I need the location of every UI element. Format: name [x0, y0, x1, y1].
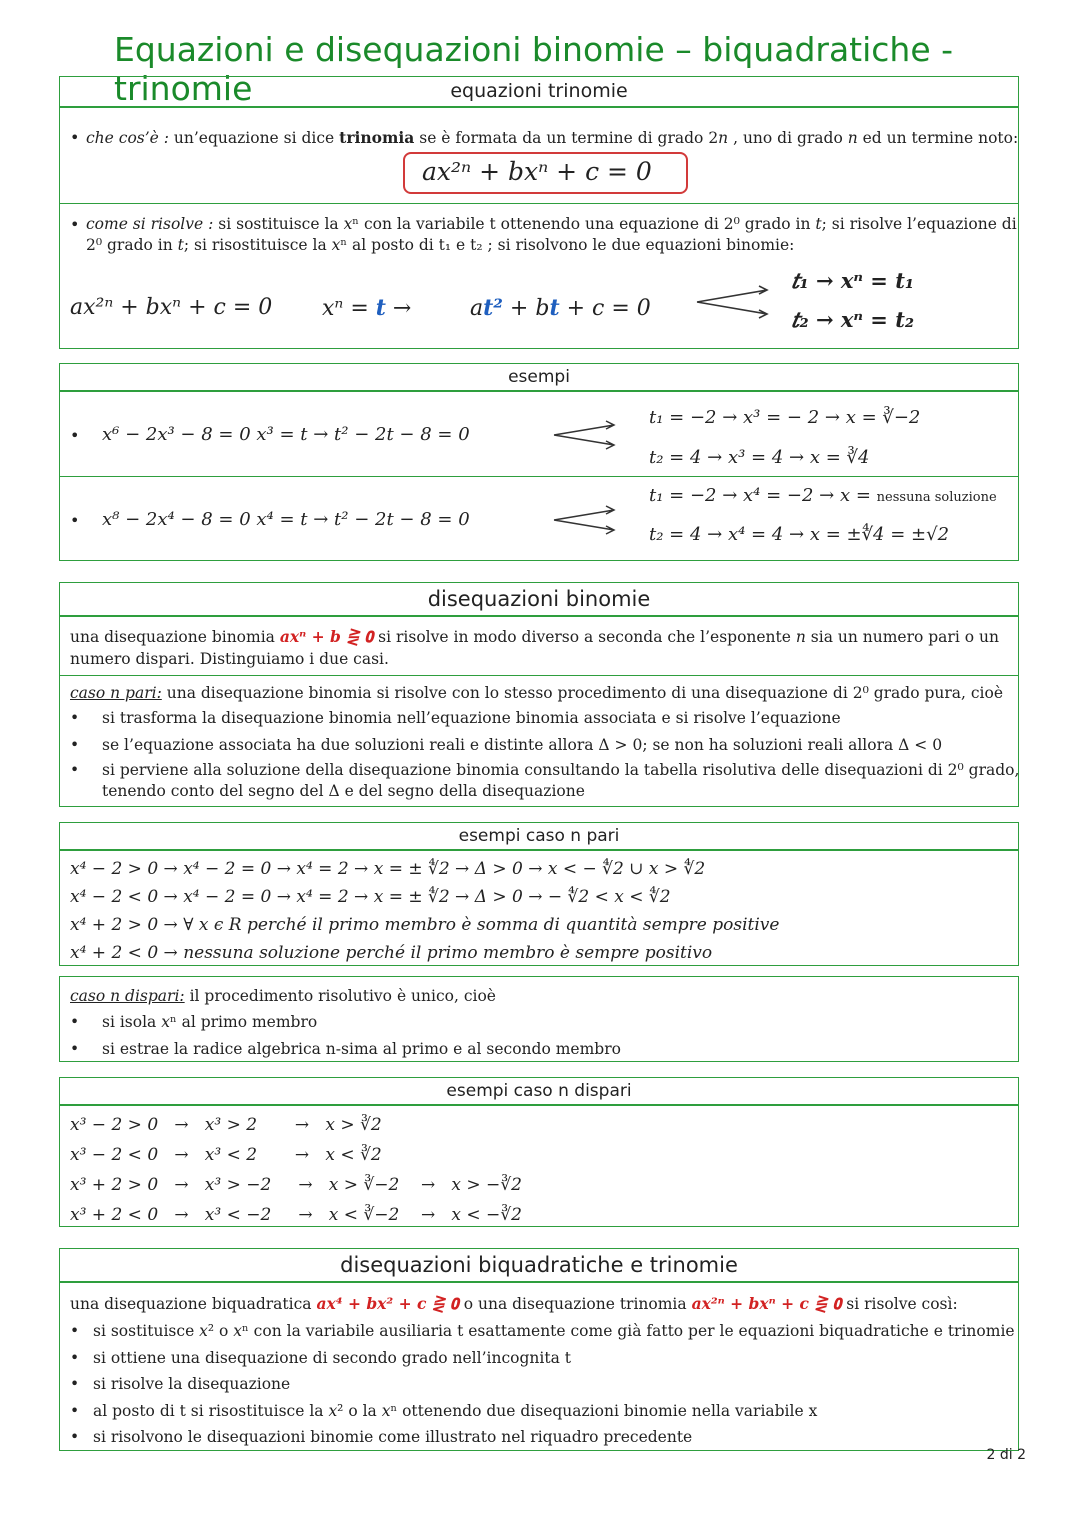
binomie-header: disequazioni binomie: [60, 583, 1018, 617]
trinomie-box: [59, 76, 1019, 349]
how-text-1: si sostituisce la 𝑥ⁿ con la variabile t ottenendo una equazione di 2⁰ grado in 𝑡; si risolve l’equazione di: [213, 215, 1017, 233]
esempio-1: • 𝑥⁶ − 2𝑥³ − 8 = 0 𝑥³ = 𝑡 → 𝑡² − 2𝑡 − 8 = 0 𝑡₁ = −2 → 𝑥³ = − 2 → 𝑥 = ∛−2 𝑡₂ = 4 → 𝑥³ = 4 → 𝑥 = ∛4: [60, 392, 1018, 477]
esempio-2-equation: 𝑥⁸ − 2𝑥⁴ − 8 = 0 𝑥⁴ = 𝑡 → 𝑡² − 2𝑡 − 8 = 0: [102, 509, 470, 530]
scheme-t-equation: 𝑎𝒕² + 𝑏𝒕 + 𝑐 = 0: [470, 295, 651, 321]
caso-pari: caso n pari: una disequazione binomia si risolve con lo stesso procedimento di una disequazione di 2⁰ grado pura, cioè • si trasforma la disequazione binomia nell’equazione binomia associata e si risolve l’equazione • se l’equazione associata ha due soluzioni reali e distinte allora Δ > 0; se non ha soluzioni reali allora Δ < 0 • si perviene alla soluzione della disequazione binomia consultando la tabella risolutiva delle disequazioni di 2⁰ grado, tenendo conto del segno del Δ e del segno della disequazione: [60, 676, 1018, 808]
biquadratiche-box: [59, 1248, 1019, 1451]
biquadratiche-item: • si risolve la disequazione: [60, 1371, 1018, 1398]
binomie-box: [59, 582, 1019, 807]
biquadratiche-header: disequazioni biquadratiche e trinomie: [60, 1249, 1018, 1283]
scheme-result-1: 𝑡₁ → 𝒙ⁿ = 𝒕₁: [791, 268, 915, 293]
pari-item: • si trasforma la disequazione binomia nell’equazione binomia associata e si risolve l’equazione: [60, 705, 1018, 732]
esempio-dispari-row: 𝑥³ + 2 < 0 → 𝑥³ < −2 → 𝑥 < ∛−2 → 𝑥 < −∛2: [70, 1205, 522, 1225]
esempi-dispari-rows: [60, 1106, 1018, 1230]
esempi-dispari-header: esempi caso n dispari: [60, 1078, 1018, 1106]
page-number: 2 di 2: [986, 1447, 1026, 1463]
pari-item: • se l’equazione associata ha due soluzioni reali e distinte allora Δ > 0; se non ha soluzioni reali allora Δ < 0: [60, 732, 1018, 759]
biquadratiche-item: • al posto di t si risostituisce la 𝑥² o la 𝑥ⁿ ottenendo due disequazioni binomie nella variabile x: [60, 1398, 1018, 1425]
esempi-header: esempi: [60, 364, 1018, 392]
branch-arrow-icon: [552, 503, 622, 537]
scheme-result-2: 𝑡₂ → 𝒙ⁿ = 𝒕₂: [791, 307, 915, 332]
how-text-2: 2⁰ grado in 𝑡; si risostituisce la 𝑥ⁿ al posto di t₁ e t₂ ; si risolvono le due equazioni binomie:: [86, 236, 795, 254]
scheme-equation: 𝑎𝑥²ⁿ + 𝑏𝑥ⁿ + 𝑐 = 0: [70, 295, 273, 320]
what-bold: trinomia: [339, 128, 415, 147]
dispari-box: caso n dispari: il procedimento risolutivo è unico, cioè • si isola 𝑥ⁿ al primo membro • si estrae la radice algebrica n-sima al primo e al secondo membro: [59, 976, 1019, 1062]
esempio-pari-row: 𝑥⁴ − 2 > 0 → 𝑥⁴ − 2 = 0 → 𝑥⁴ = 2 → 𝑥 = ± ∜2 → Δ > 0 → 𝑥 < − ∜2 ∪ 𝑥 > ∜2: [70, 859, 706, 879]
esempi-pari-box: [59, 822, 1019, 966]
branch-arrow-icon: [552, 418, 622, 452]
dispari-item: • si estrae la radice algebrica n-sima al primo e al secondo membro: [60, 1036, 1018, 1063]
esempio-1-equation: 𝑥⁶ − 2𝑥³ − 8 = 0 𝑥³ = 𝑡 → 𝑡² − 2𝑡 − 8 = 0: [102, 424, 470, 445]
how-label: come si risolve :: [86, 215, 214, 233]
what-label: che cos’è :: [86, 129, 169, 147]
esempio-2-result-1: 𝑡₁ = −2 → 𝑥⁴ = −2 → 𝑥 = nessuna soluzione: [649, 485, 997, 506]
esempi-dispari-box: [59, 1077, 1019, 1227]
caso-pari-label: caso n pari:: [70, 684, 162, 702]
esempio-pari-row: 𝑥⁴ + 2 < 0 → nessuna soluzione perché il primo membro è sempre positivo: [70, 943, 713, 963]
pari-item-continuation: tenendo conto del segno del Δ e del segno della disequazione: [102, 782, 585, 800]
biquadratiche-item: • si ottiene una disequazione di secondo grado nell’incognita t: [60, 1345, 1018, 1372]
esempio-dispari-row: 𝑥³ + 2 > 0 → 𝑥³ > −2 → 𝑥 > ∛−2 → 𝑥 > −∛2: [70, 1175, 522, 1195]
esempio-2: • 𝑥⁸ − 2𝑥⁴ − 8 = 0 𝑥⁴ = 𝑡 → 𝑡² − 2𝑡 − 8 = 0 𝑡₁ = −2 → 𝑥⁴ = −2 → 𝑥 = nessuna soluzione 𝑡₂ = 4 → 𝑥⁴ = 4 → 𝑥 = ±∜4 = ±√2: [70, 485, 997, 545]
caso-dispari-label: caso n dispari:: [70, 987, 185, 1005]
pari-item: • si perviene alla soluzione della disequazione binomia consultando la tabella risolutiva delle disequazioni di 2⁰ grado,: [60, 758, 1018, 782]
esempio-2-result-2: 𝑡₂ = 4 → 𝑥⁴ = 4 → 𝑥 = ±∜4 = ±√2: [649, 524, 950, 545]
what-text-2: se è formata da un termine di grado 2𝑛 , uno di grado 𝑛 ed un termine noto:: [414, 129, 1019, 147]
esempio-dispari-row: 𝑥³ − 2 > 0 → 𝑥³ > 2 → 𝑥 > ∛2: [70, 1115, 382, 1135]
esempi-pari-rows: [60, 851, 1018, 967]
page-title: Equazioni e disequazioni binomie – biquadratiche - trinomie: [114, 30, 954, 108]
biquadratiche-intro: una disequazione biquadratica 𝒂𝒙⁴ + 𝒃𝒙² + 𝒄 ⋛ 𝟎 o una disequazione trinomia 𝒂𝒙²ⁿ + 𝒃𝒙ⁿ + 𝒄 ⋛ 𝟎 si risolve così:: [70, 1294, 958, 1313]
esempi-box: [59, 363, 1019, 561]
esempio-pari-row: 𝑥⁴ − 2 < 0 → 𝑥⁴ − 2 = 0 → 𝑥⁴ = 2 → 𝑥 = ± ∜2 → Δ > 0 → − ∜2 < 𝑥 < ∜2: [70, 887, 671, 907]
trinomie-formula: 𝑎𝑥²ⁿ + 𝑏𝑥ⁿ + 𝑐 = 0: [422, 157, 652, 186]
biquadratiche-item: • si sostituisce 𝑥² o 𝑥ⁿ con la variabile ausiliaria t esattamente come già fatto per le equazioni biquadratiche e trinomie: [60, 1318, 1018, 1345]
esempi-pari-header: esempi caso n pari: [60, 823, 1018, 851]
dispari-item: • si isola 𝑥ⁿ al primo membro: [60, 1009, 1018, 1036]
trinomie-method: • come si risolve : si sostituisce la 𝑥ⁿ con la variabile t ottenendo una equazione di 2⁰ grado in 𝑡; si risolve l’equazione di 2⁰ grado in 𝑡; si risostituisce la 𝑥ⁿ al posto di t₁ e t₂ ; si risolvono le due equazioni binomie: 𝑎𝑥²ⁿ + 𝑏𝑥ⁿ + 𝑐 = 0 𝑥ⁿ = 𝒕 → 𝑎𝒕² + 𝑏𝒕 + 𝑐 = 0 𝑡₁ → 𝒙ⁿ = 𝒕₁ 𝑡₂ → 𝒙ⁿ = 𝒕₂: [70, 215, 1017, 332]
binomie-intro: una disequazione binomia 𝒂𝒙ⁿ + 𝒃 ⋛ 𝟎 si risolve in modo diverso a seconda che l’esponente 𝑛 sia un numero pari o un numero dispari. Distinguiamo i due casi.: [60, 617, 1018, 676]
trinomie-definition: • che cos’è : un’equazione si dice trinomia se è formata da un termine di grado 2𝑛 , uno di grado 𝑛 ed un termine noto: 𝑎𝑥²ⁿ + 𝑏𝑥ⁿ + 𝑐 = 0: [60, 108, 1018, 204]
esempio-dispari-row: 𝑥³ − 2 < 0 → 𝑥³ < 2 → 𝑥 < ∛2: [70, 1145, 382, 1165]
esempio-1-result-2: 𝑡₂ = 4 → 𝑥³ = 4 → 𝑥 = ∛4: [649, 447, 870, 468]
branch-arrow-icon: [695, 282, 775, 322]
trinomie-header: equazioni trinomie: [60, 77, 1018, 108]
scheme-substitution: 𝑥ⁿ = 𝒕 →: [322, 295, 412, 321]
esempio-1-result-1: 𝑡₁ = −2 → 𝑥³ = − 2 → 𝑥 = ∛−2: [649, 407, 921, 428]
biquadratiche-item: • si risolvono le disequazioni binomie come illustrato nel riquadro precedente: [60, 1424, 1018, 1451]
esempio-pari-row: 𝑥⁴ + 2 > 0 → ∀ 𝑥 ϵ 𝑅 perché il primo membro è somma di quantità sempre positive: [70, 915, 780, 935]
what-text-1: un’equazione si dice: [168, 129, 340, 147]
